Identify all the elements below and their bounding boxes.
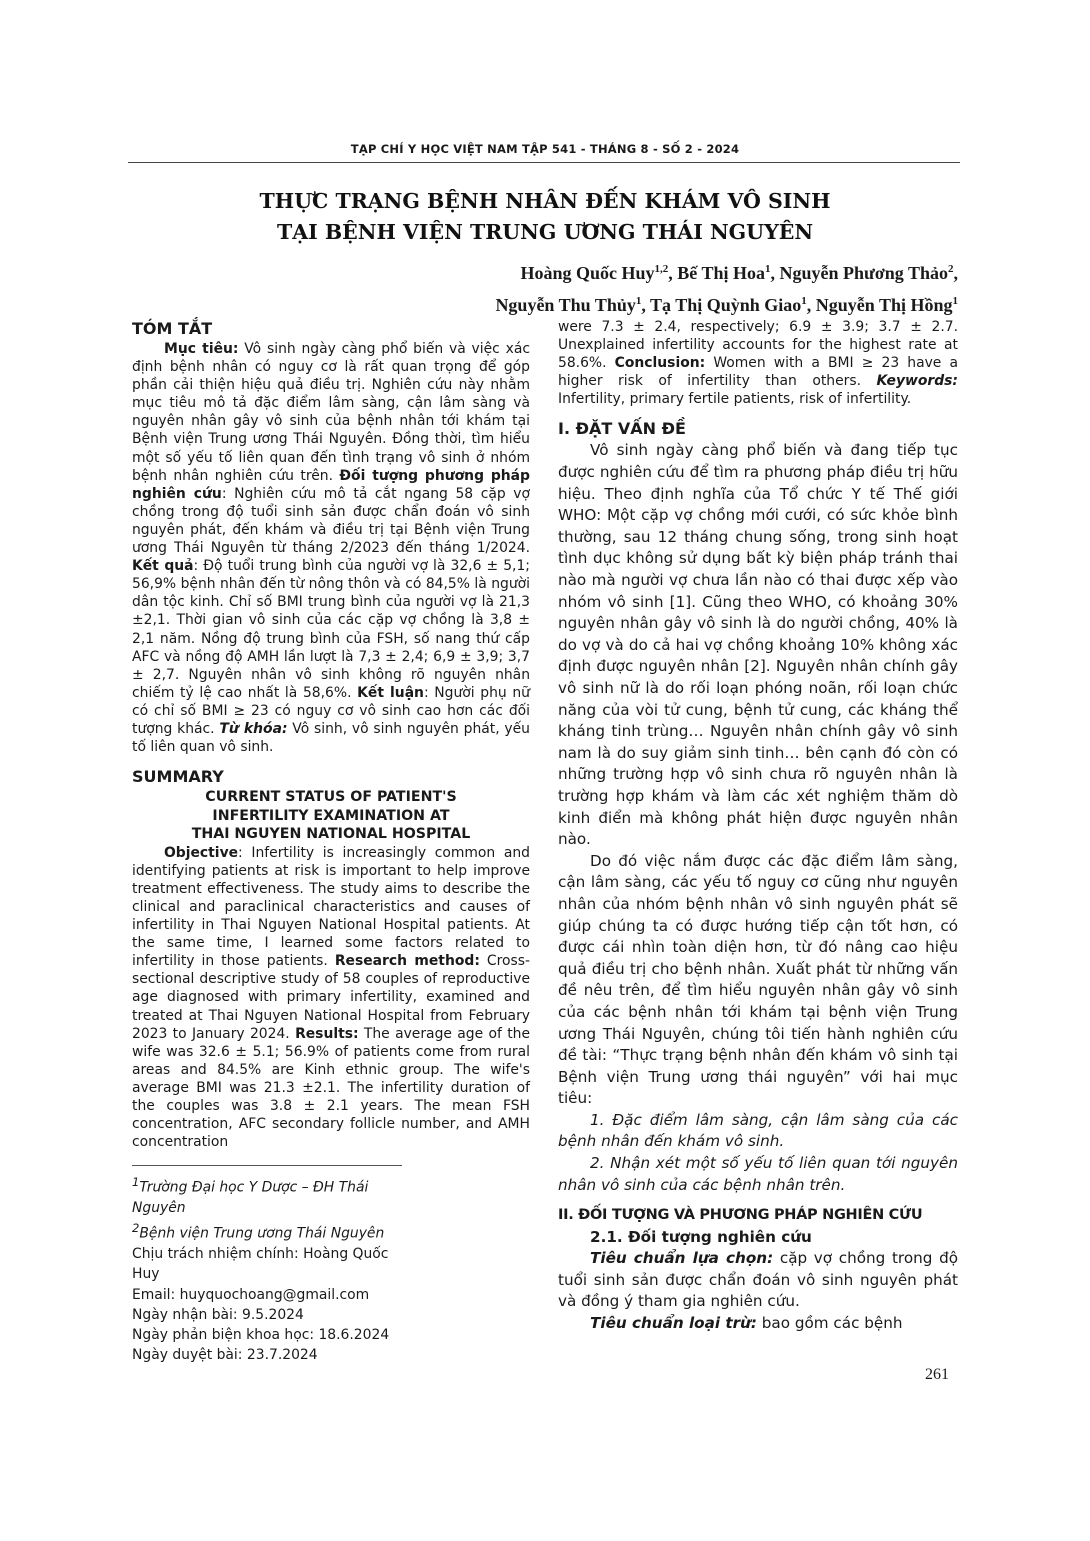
date-received: Ngày nhận bài: 9.5.2024	[132, 1306, 304, 1323]
article-title	[0, 186, 1090, 248]
journal-header: TẠP CHÍ Y HỌC VIỆT NAM TẬP 541 - THÁNG 8 - SỐ 2 - 2024	[350, 142, 740, 156]
author-name: Bế Thị Hoa	[677, 263, 765, 283]
right-column	[558, 318, 958, 1335]
author-name: Nguyễn Thị Hồng	[815, 295, 953, 315]
tom-tat-abstract	[132, 340, 530, 756]
footnotes	[132, 1165, 402, 1365]
author-affiliation: 2	[948, 263, 954, 275]
keywords-text: Infertility, primary fertile patients, risk of infertility.	[558, 391, 912, 408]
exclusion-criteria	[558, 1313, 958, 1335]
exclusion-label: Tiêu chuẩn loại trừ:	[590, 1314, 757, 1333]
method-text: Cross-sectional descriptive study of 58 couples of reproductive age diagnosed with primary infertility, examined and treated at Thai Nguyen National Hospital from February 2023 to January 2024.	[132, 953, 530, 1042]
keywords-label: Keywords:	[876, 373, 958, 390]
summary-title-1: CURRENT STATUS OF PATIENT'S	[205, 789, 457, 806]
section-2-body	[558, 1248, 958, 1334]
author-affiliation: 1,2	[654, 263, 669, 275]
responsible-author: Chịu trách nhiệm chính: Hoàng Quốc Huy	[132, 1246, 389, 1283]
ket-qua-text: : Độ tuổi trung bình của người vợ là 32,6 ± 5,1; 56,9% bệnh nhân đến từ nông thôn và có 84,5% là người dân tộc kinh. Chỉ số BMI trung bình của người vợ là 21,3 ±2,1. Thời gian vô sinh của các cặp vợ chồng là 3,8 ± 2,1 năm. Nồng độ trung bình của FSH, số nang thứ cấp AFC và nồng độ AMH lần lượt là 7,3 ± 2,4; 6,9 ± 3,9; 3,7 ± 2,7. Nguyên nhân vô sinh không rõ nguyên nhân chiếm tỷ lệ cao nhất là 58,6%.	[132, 558, 530, 701]
results-label: Results:	[295, 1025, 359, 1042]
ket-luan-text: : Người phụ nữ có chỉ số BMI ≥ 23 có nguy cơ vô sinh cao hơn các đối tượng khác.	[132, 684, 530, 737]
footnote-text: Bệnh viện Trung ương Thái Nguyên	[139, 1225, 385, 1242]
summary-continued	[558, 318, 958, 408]
date-accepted: Ngày duyệt bài: 23.7.2024	[132, 1347, 318, 1364]
objective-text: : Infertility is increasingly common and identifying patients at risk is important to help improve treatment effectiveness. The study aims to describe the clinical and paraclinical characteristics and causes of infertility in Thai Nguyen National Hospital patients. At the same time, I learned some factors related to infertility in those patients.	[132, 844, 530, 970]
subsection-2-1-heading: 2.1. Đối tượng nghiên cứu	[590, 1228, 812, 1247]
footnote-affiliation-1	[132, 1172, 402, 1218]
objective-item-1: 1. Đặc điểm lâm sàng, cận lâm sàng của các bệnh nhân đến khám vô sinh.	[558, 1110, 958, 1151]
section-1-paragraph-2: Do đó việc nắm được các đặc điểm lâm sàng, cận lâm sàng, các yếu tố nguy cơ cũng như nguyên nhân của nhóm bệnh nhân vô sinh nguyên phát sẽ giúp chúng ta có được hướng tiếp cận tốt hơn, có được cái nhìn toàn diện hơn, từ đó nâng cao hiệu quả điều trị cho bệnh nhân. Xuất phát từ những vấn đề nêu trên, để tìm hiểu nguyên nhân gây vô sinh của các bệnh nhân tới khám tại bệnh viện Trung ương Thái Nguyên, chúng tôi tiến hành nghiên cứu đề tài: “Thực trạng bệnh nhân đến khám vô sinh tại Bệnh viện Trung ương thái nguyên” với hai mục tiêu:	[558, 851, 958, 1108]
summary-cont-text: were 7.3 ± 2.4, respectively; 6.9 ± 3.9; 3.7 ± 2.7. Unexplained infertility accounts for the highest rate at 58.6%.	[558, 319, 958, 372]
section-2-heading: II. ĐỐI TƯỢNG VÀ PHƯƠNG PHÁP NGHIÊN CỨU	[558, 1207, 923, 1224]
date-reviewed: Ngày phản biện khoa học: 18.6.2024	[132, 1326, 390, 1343]
conclusion-label: Conclusion:	[614, 355, 706, 372]
summary-abstract	[132, 844, 530, 1152]
author-affiliation: 1	[801, 295, 807, 307]
header-rule	[128, 162, 960, 163]
footnote-affiliation-2	[132, 1218, 402, 1244]
author-affiliation: 1	[765, 263, 771, 275]
author-line-2: Nguyễn Thu Thủy$^1$, Tạ Thị Quỳnh Giao$^1$, Nguyễn Thị Hồng$^1$	[495, 295, 958, 315]
section-1-heading: I. ĐẶT VẤN ĐỀ	[558, 419, 686, 439]
ket-luan-label: Kết luận	[357, 684, 424, 701]
author-name: Nguyễn Phương Thảo	[779, 263, 948, 283]
tom-tat-heading: TÓM TẮT	[132, 319, 213, 338]
author-line-1: Hoàng Quốc Huy$^{1,2}$, Bế Thị Hoa$^1$, Nguyễn Phương Thảo$^2$,	[520, 263, 958, 283]
tu-khoa-text: Vô sinh, vô sinh nguyên phát, yếu tố liên quan vô sinh.	[132, 720, 530, 756]
title-line-1: THỰC TRẠNG BỆNH NHÂN ĐẾN KHÁM VÔ SINH	[259, 189, 831, 213]
results-text: The average age of the wife was 32.6 ± 5.1; 56.9% of patients come from rural areas and 84.5% are Kinh ethnic group. The wife's average BMI was 21.3 ±2.1. The infertility duration of the couples was 3.8 ± 2.1 years. The mean FSH concentration, AFC secondary follicle number, and AMH concentration	[132, 1025, 530, 1151]
section-1-paragraph-1: Vô sinh ngày càng phổ biến và đang tiếp tục được nghiên cứu để tìm ra phương pháp điều trị hữu hiệu. Theo định nghĩa của Tổ chức Y tế Thế giới WHO: Một cặp vợ chồng mới cưới, có sức khỏe bình thường, sau 12 tháng chung sống, trong sinh hoạt tình dục không sử dụng bất kỳ biện pháp tránh thai nào mà người vợ chưa lần nào có thai được xếp vào nhóm vô sinh [1]. Cũng theo WHO, có khoảng 30% nguyên nhân gây vô sinh là do người chồng, 40% là do vợ và do cả hai vợ chồng khoảng 10% không xác định được nguyên nhân [2]. Nguyên nhân chính gây vô sinh nữ là do rối loạn phóng noãn, rối loạn chức năng của vòi tử cung, bệnh tử cung, các kháng thể kháng tinh trùng… Nguyên nhân chính gây vô sinh nam là do suy giảm sinh tinh… bên cạnh đó còn có những trường hợp vô sinh chưa rõ nguyên nhân là trường hợp khám và làm các xét nghiệm thăm dò kinh điển mà không phát hiện được nguyên nhân nào.	[558, 441, 958, 849]
doi-tuong-text: : Nghiên cứu mô tả cắt ngang 58 cặp vợ chồng trong độ tuổi sinh sản được chẩn đoán vô sinh nguyên phát, đến khám và điều trị tại Bệnh viện Trung ương Thái Nguyên từ tháng 2/2023 đến tháng 1/2024.	[132, 485, 531, 557]
author-list	[258, 255, 958, 319]
summary-title-2: INFERTILITY EXAMINATION AT	[212, 807, 450, 824]
author-name: Hoàng Quốc Huy	[520, 263, 655, 283]
tu-khoa-label: Từ khóa:	[219, 720, 288, 737]
inclusion-label: Tiêu chuẩn lựa chọn:	[590, 1249, 774, 1268]
section-1-body	[558, 440, 958, 1196]
inclusion-text: cặp vợ chồng trong độ tuổi sinh sản được chẩn đoán vô sinh nguyên phát và đồng ý tham gia nghiên cứu.	[558, 1249, 958, 1311]
author-affiliation: 1	[635, 295, 642, 307]
summary-title-3: THAI NGUYEN NATIONAL HOSPITAL	[191, 826, 471, 843]
author-name: Nguyễn Thu Thủy	[495, 295, 636, 315]
footnote-marker: 2	[132, 1221, 140, 1236]
ket-qua-label: Kết quả	[132, 558, 194, 575]
muc-tieu-label: Mục tiêu:	[164, 341, 239, 357]
objective-label: Objective	[164, 844, 239, 861]
method-label: Research method:	[334, 953, 480, 970]
summary-heading: SUMMARY	[132, 767, 224, 787]
exclusion-text: bao gồm các bệnh	[756, 1314, 903, 1333]
conclusion-text: Women with a BMI ≥ 23 have a higher risk of infertility than others.	[558, 355, 958, 390]
author-affiliation: 1	[952, 295, 958, 307]
footnote-text: Trường Đại học Y Dược – ĐH Thái Nguyên	[132, 1179, 369, 1217]
title-line-2: TẠI BỆNH VIỆN TRUNG ƯƠNG THÁI NGUYÊN	[276, 220, 814, 244]
doi-tuong-label: Đối tượng phương pháp nghiên cứu	[132, 467, 530, 502]
left-column	[132, 318, 530, 1365]
inclusion-criteria	[558, 1248, 958, 1313]
page-number: 261	[925, 1366, 949, 1383]
author-email: Email: huyquochoang@gmail.com	[132, 1286, 370, 1303]
muc-tieu-text: Vô sinh ngày càng phổ biến và việc xác định bệnh nhân có nguy cơ là rất quan trọng để góp phần cải thiện hiệu quả điều trị. Nghiên cứu này nhằm mục tiêu mô tả đặc điểm lâm sàng, cận lâm sàng và nguyên nhân gây vô sinh của bệnh nhân tới khám tại Bệnh viện Trung ương Thái Nguyên. Đồng thời, tìm hiểu một số yếu tố liên quan đến tình trạng vô sinh ở nhóm bệnh nhân nghiên cứu trên.	[132, 341, 530, 484]
objective-item-2: 2. Nhận xét một số yếu tố liên quan tới nguyên nhân vô sinh của các bệnh nhân trên.	[558, 1154, 958, 1194]
footnote-marker: 1	[132, 1175, 140, 1190]
author-name: Tạ Thị Quỳnh Giao	[650, 295, 802, 315]
